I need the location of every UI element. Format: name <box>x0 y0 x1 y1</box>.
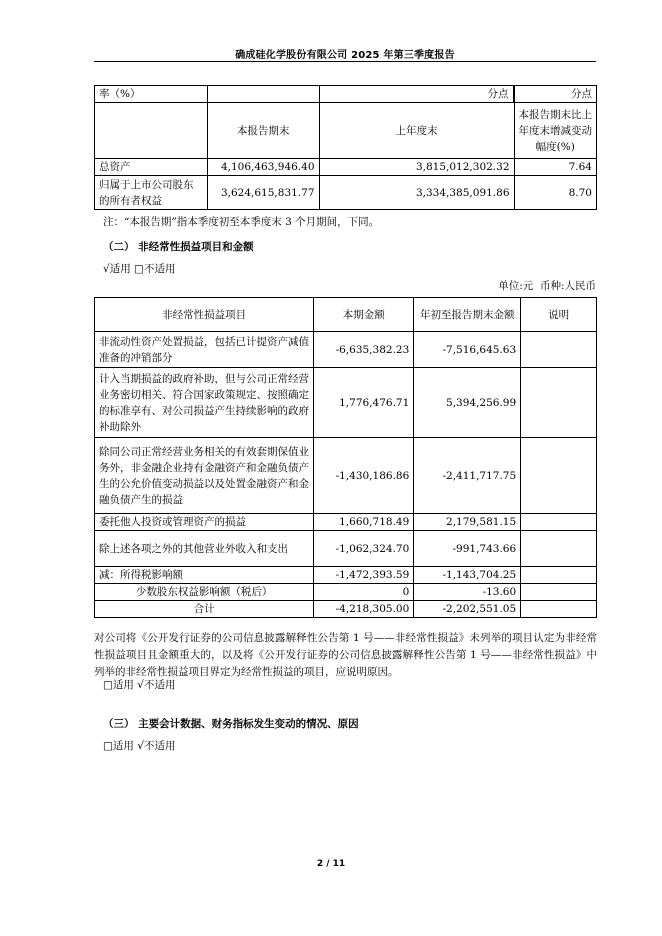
table-cell <box>319 86 514 103</box>
table-cell <box>521 332 597 368</box>
applicability-checkbox: □适用 √不适用 <box>103 679 176 691</box>
explanation-paragraph: 对公司将《公开发行证券的公司信息披露解释性公告第 1 号——非经常性损益》未列举的项目认定为非经常性损益项目且金额重大的，以及将《公开发行证券的公司信息披露解释性公告第 1 号——非经常性损益》中列举的非经常性损益项目界定为经常性损益的项目，应说明原因。 <box>94 632 597 678</box>
table-cell: -1,472,393.59 <box>314 567 414 584</box>
column-header: 非经常性损益项目 <box>95 298 314 332</box>
page-header: 确成硅化学股份有限公司 2025 年第三季度报告 <box>235 50 455 61</box>
table-cell: 2,179,581.15 <box>414 514 521 531</box>
table-cell-text: 分点 <box>487 88 509 100</box>
section-title: （二） 非经常性损益项目和金额 <box>103 241 254 253</box>
table-cell: 4,106,463,946.40 <box>207 159 319 176</box>
table-row <box>95 531 597 567</box>
row-label: 非流动性资产处置损益，包括已计提资产减值准备的冲销部分 <box>95 332 314 368</box>
applicability-checkbox: □适用 √不适用 <box>103 740 176 752</box>
table-cell <box>521 514 597 531</box>
page-number: 2 / 11 <box>316 859 346 869</box>
table-cell <box>521 601 597 618</box>
table-row <box>95 176 597 210</box>
table-row <box>95 159 597 176</box>
table-cell: -7,516,645.63 <box>414 332 521 368</box>
row-label: 归属于上市公司股东的所有者权益 <box>95 176 208 210</box>
non-recurring-items-table <box>94 297 597 618</box>
table-cell: 0 <box>314 584 414 601</box>
table-cell <box>521 531 597 567</box>
unit-label: 单位:元 币种:人民币 <box>498 280 596 292</box>
row-label: 计入当期损益的政府补助，但与公司正常经营业务密切相关、符合国家政策规定、按照确定的标准享有、对公司损益产生持续影响的政府补助除外 <box>95 368 314 438</box>
table-row <box>95 298 597 332</box>
table-cell <box>95 103 208 159</box>
row-label: 少数股东权益影响额（税后） <box>95 584 314 601</box>
table-cell: -1,143,704.25 <box>414 567 521 584</box>
table-note: 注：“本报告期”指本季度初至本季度末 3 个月期间，下同。 <box>103 216 380 228</box>
table-cell: 分点 <box>514 86 597 103</box>
table-cell-divider <box>513 86 514 102</box>
table-cell: -2,411,717.75 <box>414 438 521 514</box>
table-cell: 3,334,385,091.86 <box>319 176 514 210</box>
header-divider <box>94 61 596 62</box>
table-cell: -13.60 <box>414 584 521 601</box>
table-row <box>95 567 597 584</box>
table-cell: 8.70 <box>514 176 597 210</box>
table-row <box>95 103 597 159</box>
table-cell: 1,660,718.49 <box>314 514 414 531</box>
table-cell: 7.64 <box>514 159 597 176</box>
table-cell: 3,815,012,302.32 <box>319 159 514 176</box>
row-label: 委托他人投资或管理资产的损益 <box>95 514 314 531</box>
column-header: 上年度末 <box>319 103 514 159</box>
row-label: 总资产 <box>95 159 208 176</box>
table-cell: -1,062,324.70 <box>314 531 414 567</box>
column-header: 本期金额 <box>314 298 414 332</box>
table-row <box>95 368 597 438</box>
table-cell: 1,776,476.71 <box>314 368 414 438</box>
column-header: 本报告期末 <box>207 103 319 159</box>
table-row <box>95 601 597 618</box>
table-cell <box>521 368 597 438</box>
table-row <box>95 332 597 368</box>
key-figures-table <box>94 85 597 210</box>
table-cell: -4,218,305.00 <box>314 601 414 618</box>
table-cell <box>521 584 597 601</box>
column-header: 本报告期末比上年度末增减变动幅度(%) <box>514 103 597 159</box>
table-cell: 5,394,256.99 <box>414 368 521 438</box>
table-cell: -6,635,382.23 <box>314 332 414 368</box>
table-cell: 率（%） <box>95 86 208 103</box>
section-title: （三） 主要会计数据、财务指标发生变动的情况、原因 <box>103 718 359 730</box>
column-header: 年初至报告期末金额 <box>414 298 521 332</box>
row-label: 减：所得税影响额 <box>95 567 314 584</box>
column-header: 说明 <box>521 298 597 332</box>
table-cell: 3,624,615,831.77 <box>207 176 319 210</box>
table-cell <box>521 438 597 514</box>
row-label: 除同公司正常经营业务相关的有效套期保值业务外，非金融企业持有金融资产和金融负债产生的公允价值变动损益以及处置金融资产和金融负债产生的损益 <box>95 438 314 514</box>
applicability-checkbox: √适用 □不适用 <box>103 263 176 275</box>
table-cell <box>521 567 597 584</box>
table-cell: -1,430,186.86 <box>314 438 414 514</box>
table-cell: -2,202,551.05 <box>414 601 521 618</box>
table-row <box>95 86 597 103</box>
table-row <box>95 514 597 531</box>
table-cell <box>207 86 319 103</box>
row-label: 除上述各项之外的其他营业外收入和支出 <box>95 531 314 567</box>
table-cell: -991,743.66 <box>414 531 521 567</box>
table-row <box>95 584 597 601</box>
table-row <box>95 438 597 514</box>
row-label: 合计 <box>95 601 314 618</box>
